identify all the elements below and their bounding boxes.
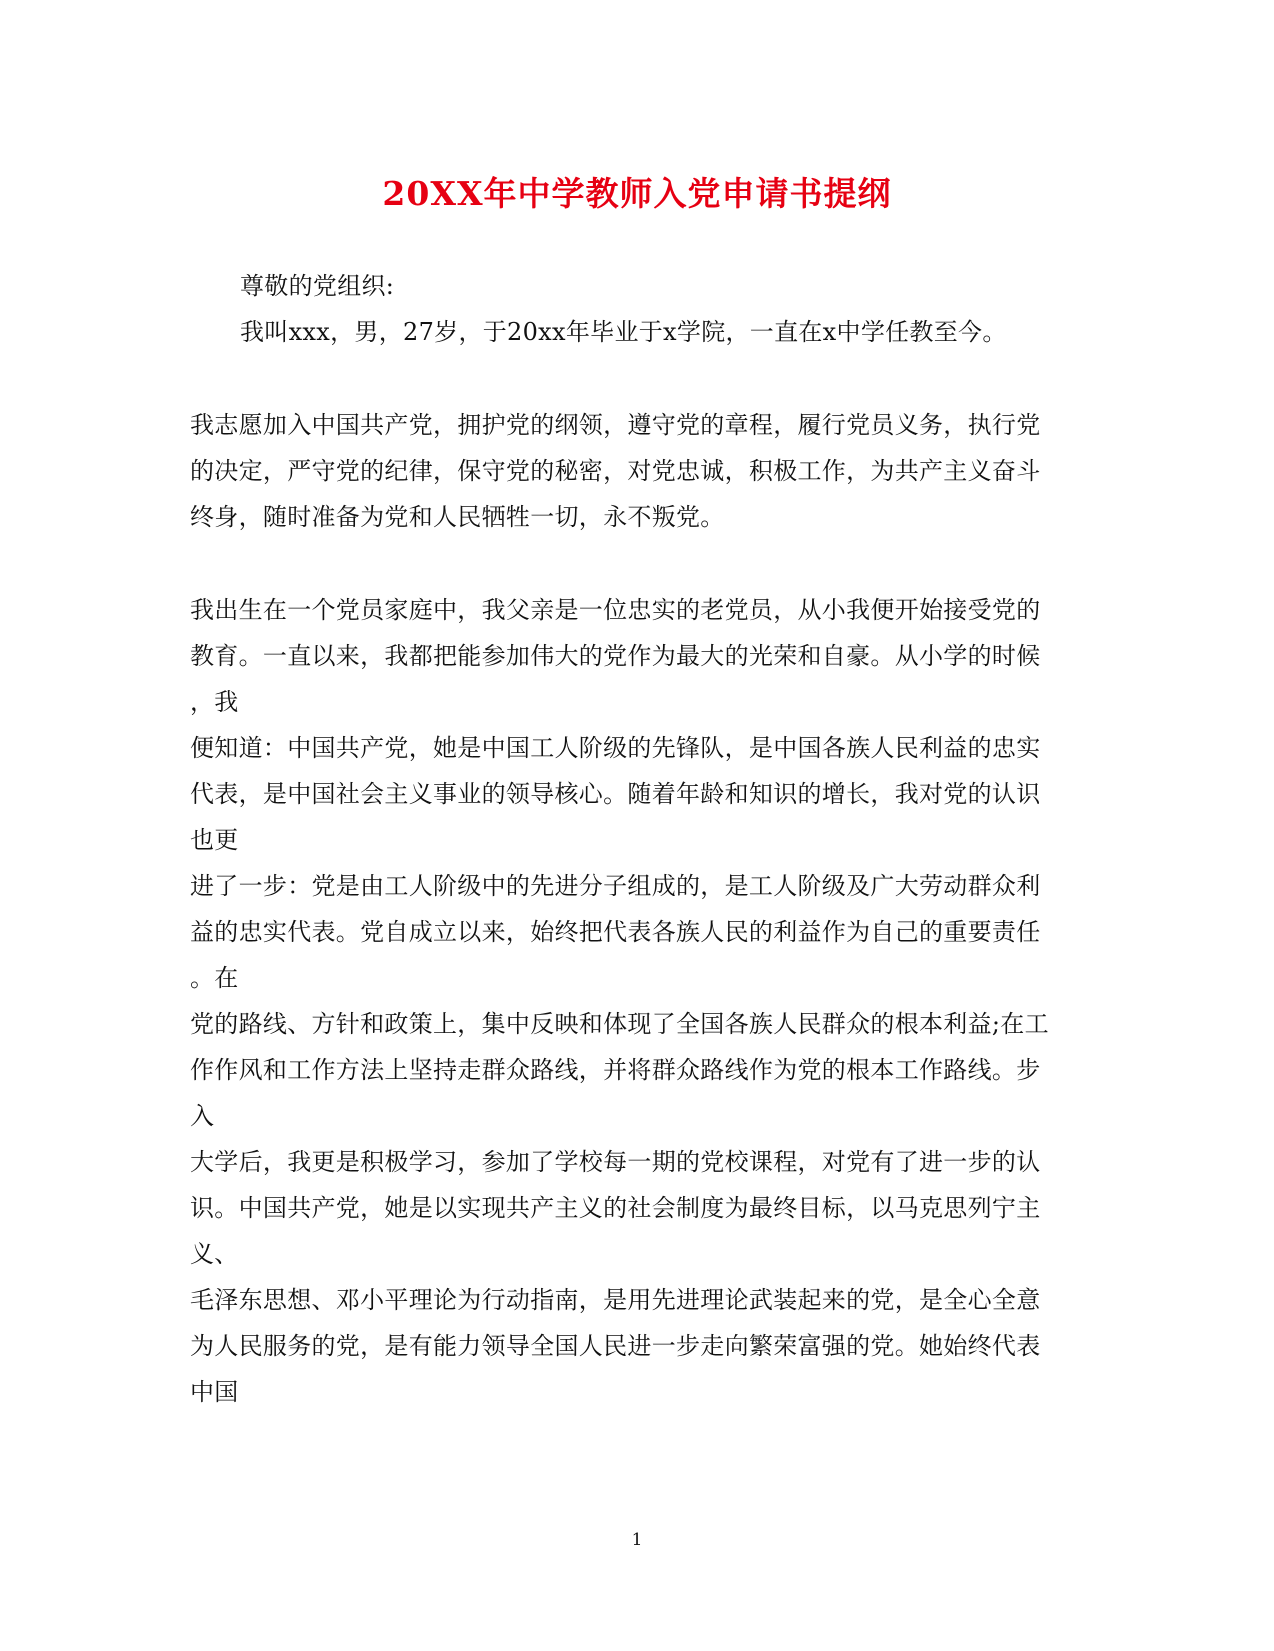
text-line: 大学后，我更是积极学习，参加了学校每一期的党校课程，对党有了进一步的认 [190,1148,1041,1176]
text-line: 我出生在一个党员家庭中，我父亲是一位忠实的老党员，从小我便开始接受党的 [190,596,1041,624]
text-line: 义、 [190,1240,239,1268]
text-line: 为人民服务的党，是有能力领导全国人民进一步走向繁荣富强的党。她始终代表 [190,1332,1041,1360]
text-line: 的决定，严守党的纪律，保守党的秘密，对党忠诚，积极工作，为共产主义奋斗 [190,457,1041,485]
text-line: 党的路线、方针和政策上，集中反映和体现了全国各族人民群众的根本利益;在工 [190,1010,1049,1038]
text-line: 识。中国共产党，她是以实现共产主义的社会制度为最终目标，以马克思列宁主 [190,1194,1041,1222]
text-line: 作作风和工作方法上坚持走群众路线，并将群众路线作为党的根本工作路线。步 [190,1056,1041,1084]
text-line: 终身，随时准备为党和人民牺牲一切，永不叛党。 [190,503,725,531]
salutation: 尊敬的党组织: [240,272,395,300]
text-line: 。在 [190,964,239,992]
text-line: 中国 [190,1378,239,1406]
document-title: 20XX年中学教师入党申请书提纲 [382,174,892,213]
page-number: 1 [631,1530,643,1550]
text-line: 毛泽东思想、邓小平理论为行动指南，是用先进理论武装起来的党，是全心全意 [190,1286,1041,1314]
text-line: 益的忠实代表。党自成立以来，始终把代表各族人民的利益作为自己的重要责任 [190,918,1041,946]
text-line: 教育。一直以来，我都把能参加伟大的党作为最大的光荣和自豪。从小学的时候 [190,642,1041,670]
text-line: 我志愿加入中国共产党，拥护党的纲领，遵守党的章程，履行党员义务，执行党 [190,411,1041,439]
text-line: 也更 [190,826,239,854]
text-line: 便知道：中国共产党，她是中国工人阶级的先锋队，是中国各族人民利益的忠实 [190,734,1041,762]
intro-line: 我叫xxx，男，27岁，于20xx年毕业于x学院，一直在x中学任教至今。 [240,318,1007,346]
text-line: 进了一步：党是由工人阶级中的先进分子组成的，是工人阶级及广大劳动群众利 [190,872,1041,900]
text-line: 代表，是中国社会主义事业的领导核心。随着年龄和知识的增长，我对党的认识 [190,780,1041,808]
text-line: 入 [190,1102,215,1130]
text-line: ，我 [190,688,239,716]
